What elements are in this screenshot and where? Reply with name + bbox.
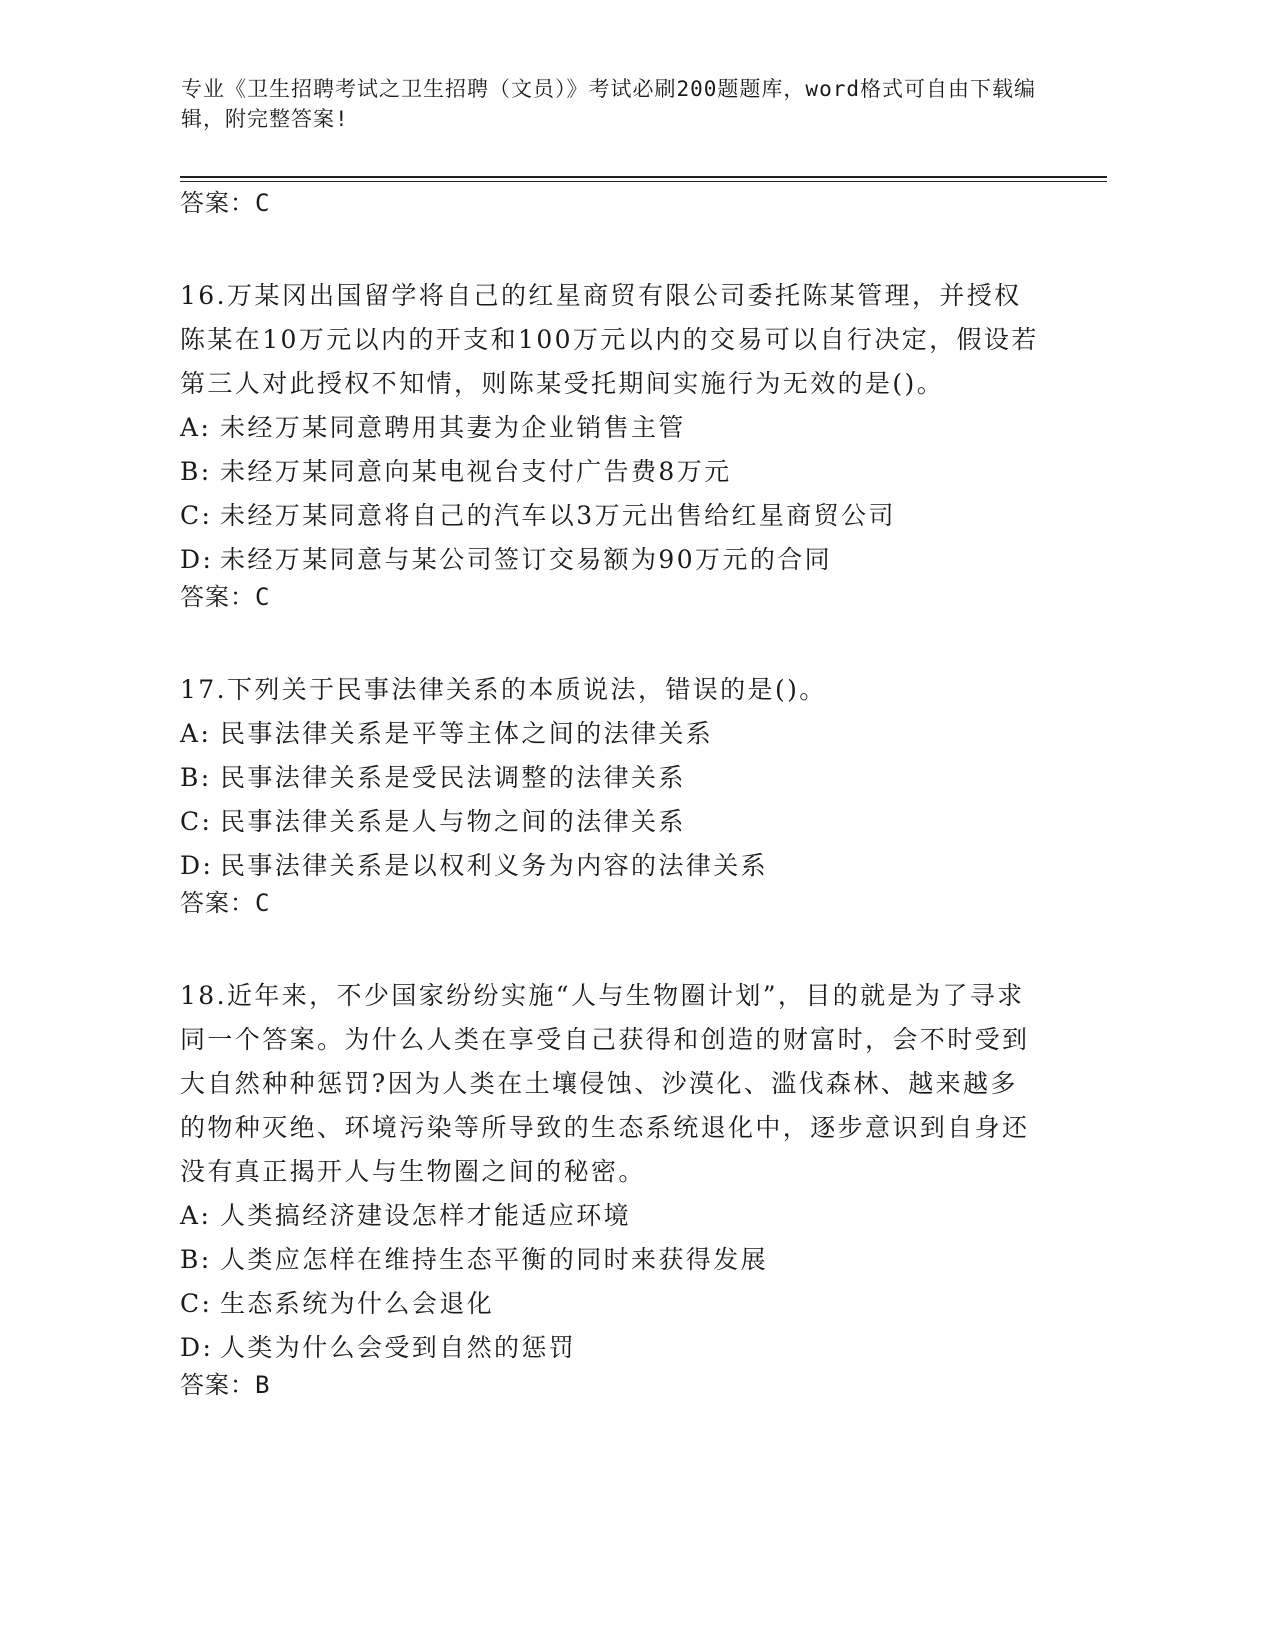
option-letter: B: (180, 457, 212, 486)
document-header: 专业《卫生招聘考试之卫生招聘（文员）》考试必刷200题题库，word格式可自由下载编辑，附完整答案! (181, 77, 1036, 131)
question-18 (180, 974, 1040, 1400)
option-letter: B: (180, 1245, 212, 1274)
question-list (180, 188, 1040, 1400)
question-stem: 18.近年来，不少国家纷纷实施“人与生物圈计划”，目的就是为了寻求同一个答案。为什么人类在享受自己获得和创造的财富时，会不时受到大自然种种惩罚?因为人类在土壤侵蚀、沙漠化、滥伐森林、越来越多的物种灭绝、环境污染等所导致的生态系统退化中，逐步意识到自身还没有真正揭开人与生物圈之间的秘密。 (180, 981, 1030, 1186)
option-b (180, 756, 1040, 800)
option-letter: C: (180, 1289, 213, 1318)
option-text: 未经万某同意向某电视台支付广告费8万元 (220, 457, 732, 486)
option-letter: A: (180, 719, 212, 748)
header-rule-thick (180, 176, 1107, 178)
option-text: 生态系统为什么会退化 (220, 1289, 495, 1318)
option-a (180, 1194, 1040, 1238)
question-stem: 16.万某冈出国留学将自己的红星商贸有限公司委托陈某管理，并授权陈某在10万元以内的开支和100万元以内的交易可以自行决定，假设若第三人对此授权不知情，则陈某受托期间实施行为无效的是()。 (180, 281, 1039, 398)
option-text: 民事法律关系是人与物之间的法律关系 (220, 807, 686, 836)
option-letter: D: (180, 851, 214, 880)
option-text: 未经万某同意聘用其妻为企业销售主管 (220, 413, 686, 442)
option-c (180, 494, 1040, 538)
option-text: 民事法律关系是平等主体之间的法律关系 (220, 719, 714, 748)
option-b (180, 1238, 1040, 1282)
question-17 (180, 668, 1040, 974)
header-rule-thin (180, 181, 1107, 182)
option-c (180, 1282, 1040, 1326)
option-a (180, 406, 1040, 450)
option-text: 民事法律关系是受民法调整的法律关系 (220, 763, 686, 792)
option-b (180, 450, 1040, 494)
option-letter: A: (180, 1201, 212, 1230)
option-c (180, 800, 1040, 844)
option-text: 人类应怎样在维持生态平衡的同时来获得发展 (220, 1245, 769, 1274)
option-a (180, 712, 1040, 756)
answer-line: 答案：C (180, 583, 271, 611)
option-d (180, 844, 1040, 888)
answer-line: 答案：C (180, 189, 271, 217)
answer-line: 答案：C (180, 889, 271, 917)
question-stem: 17.下列关于民事法律关系的本质说法，错误的是()。 (180, 675, 827, 704)
option-letter: B: (180, 763, 212, 792)
option-letter: A: (180, 413, 212, 442)
option-letter: D: (180, 1333, 214, 1362)
option-letter: C: (180, 501, 213, 530)
option-text: 人类为什么会受到自然的惩罚 (220, 1333, 577, 1362)
option-letter: D: (180, 545, 214, 574)
option-text: 未经万某同意将自己的汽车以3万元出售给红星商贸公司 (220, 501, 896, 530)
option-text: 民事法律关系是以权利义务为内容的法律关系 (220, 851, 769, 880)
answer-line: 答案：B (180, 1371, 271, 1399)
option-text: 人类搞经济建设怎样才能适应环境 (220, 1201, 632, 1230)
option-letter: C: (180, 807, 213, 836)
option-d (180, 1326, 1040, 1370)
option-text: 未经万某同意与某公司签订交易额为90万元的合同 (220, 545, 833, 574)
question-16 (180, 274, 1040, 668)
option-d (180, 538, 1040, 582)
